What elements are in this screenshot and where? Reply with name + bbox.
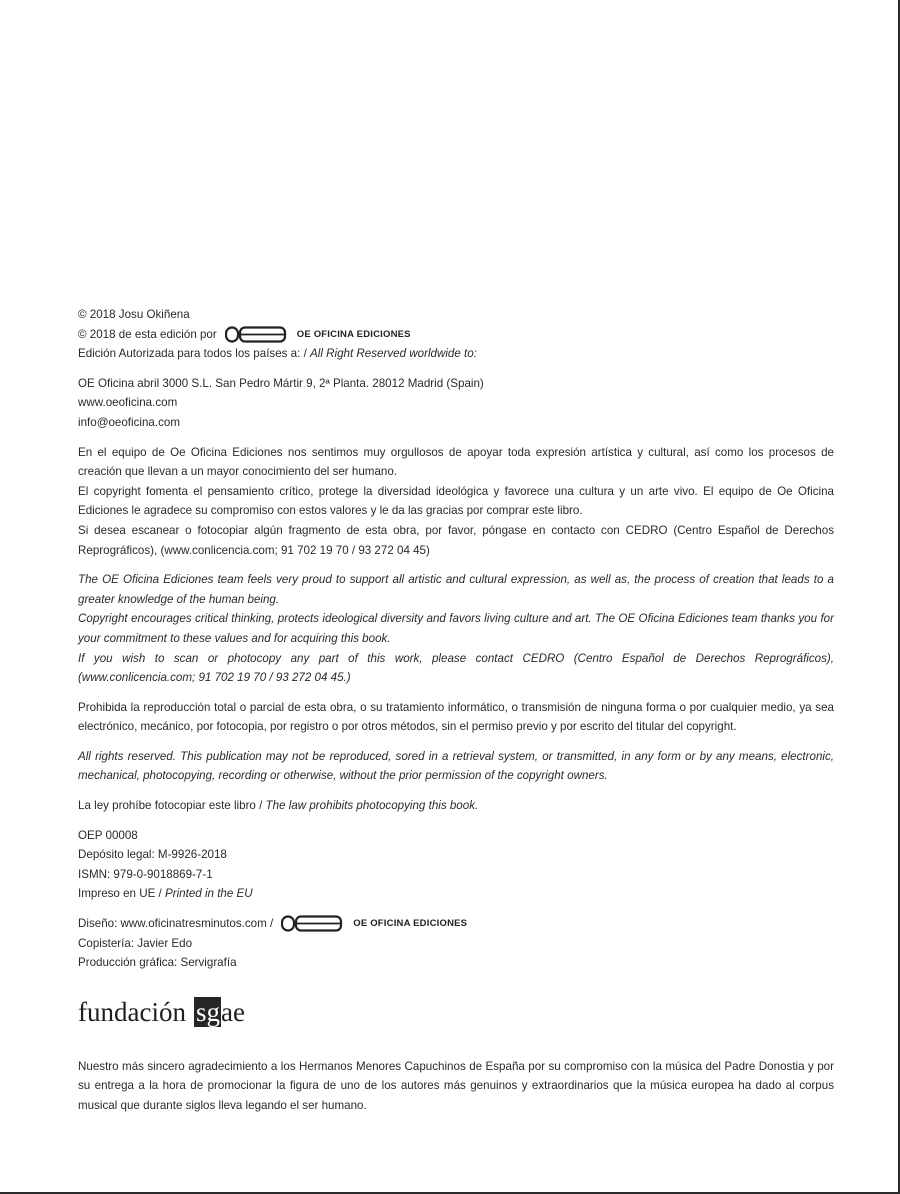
- copyist-credit: Copistería: Javier Edo: [78, 936, 193, 950]
- oe-logo-icon: [225, 326, 287, 343]
- statement-es-3: Si desea escanear o fotocopiar algún fragmento de esta obra, por favor, póngase en contacto con CEDRO (Centro Español de Derechos Reprográficos), (www.conlicencia.com; 91 702 19 70 / 93 272 04 45): [78, 523, 834, 557]
- ismn: ISMN: 979-0-9018869-7-1: [78, 867, 213, 881]
- copyright-author: © 2018 Josu Okiñena: [78, 308, 190, 321]
- publisher-logo-text: OE OFICINA EDICIONES: [296, 328, 411, 340]
- legal-deposit: Depósito legal: M-9926-2018: [78, 848, 227, 862]
- acknowledgement: Nuestro más sincero agradecimiento a los Hermanos Menores Capuchinos de España por su compromiso con la música del Padre Donostia y por su entrega a la hora de promocionar la figura de uno de los autores más genuinos y extraordinarios que la música europea ha dado al corpus musical que durante siglos lleva legando el ser humano.: [78, 1059, 834, 1112]
- printed-line: [78, 884, 834, 904]
- oe-logo-icon: [281, 915, 343, 932]
- sgae-box: sg: [195, 996, 220, 1027]
- statement-en-3: If you wish to scan or photocopy any part of this work, please contact CEDRO (Centro Español de Derechos Reprográficos), (www.conlicencia.com; 91 702 19 70 / 93 272 04 45.): [78, 651, 834, 685]
- prohibition-es: Prohibida la reproducción total o parcial de esta obra, o su tratamiento informático, o transmisión de ninguna forma o por cualquier medio, ya sea electrónico, mecánico, por fotocopia, por registro o por otros métodos, sin el permiso previo y por escrito del titular del copyright.: [78, 700, 834, 734]
- authorized-es: Edición Autorizada para todos los países a: /: [78, 347, 311, 361]
- authorized-en: All Right Reserved worldwide to:: [310, 347, 477, 361]
- sgae-rest: ae: [220, 996, 245, 1027]
- law-line: [78, 796, 834, 816]
- law-en: The law prohibits photocopying this book.: [265, 799, 479, 813]
- statement-en-1: The OE Oficina Ediciones team feels very proud to support all artistic and cultural expression, as well as, the process of creation that leads to a greater knowledge of the human being.: [78, 573, 834, 606]
- publisher-website: www.oeoficina.com: [78, 396, 178, 410]
- printed-es: Impreso en UE /: [78, 887, 165, 901]
- design-credit: Diseño: www.oficinatresminutos.com /: [78, 917, 274, 931]
- prohibition-en: All rights reserved. This publication may not be reproduced, sored in a retrieval system, or transmitted, in any form or by any means, electronic, mechanical, photocopying, recording or otherwise, without the prior permission of the copyright owners.: [78, 749, 834, 783]
- book-code: OEP 00008: [78, 828, 138, 842]
- design-credit-line: [78, 914, 834, 934]
- statement-en-2: Copyright encourages critical thinking, protects ideological diversity and favors living culture and art. The OE Oficina Ediciones team thanks you for your commitment to these values and for acquiring this book.: [78, 612, 834, 645]
- printed-en: Printed in the EU: [165, 887, 253, 901]
- statement-es-2: El copyright fomenta el pensamiento crítico, protege la diversidad ideológica y favorece una cultura y un arte vivo. El equipo de Oe Oficina Ediciones le agradece su compromiso con estos valores y le da las gracias por comprar este libro.: [78, 484, 834, 518]
- publisher-address: OE Oficina abril 3000 S.L. San Pedro Mártir 9, 2ª Planta. 28012 Madrid (Spain): [78, 376, 484, 390]
- fundacion-sgae-logo: [78, 995, 834, 1029]
- copyright-edition: © 2018 de esta edición por: [78, 327, 217, 341]
- colophon-page: [78, 305, 834, 1116]
- sgae-word: fundación: [78, 996, 186, 1027]
- production-credit: Producción gráfica: Servigrafía: [78, 956, 237, 970]
- design-logo-text: OE OFICINA EDICIONES: [353, 918, 468, 930]
- authorized-line: [78, 344, 834, 364]
- publisher-email: info@oeoficina.com: [78, 415, 180, 429]
- copyright-edition-line: [78, 325, 834, 345]
- statement-es-1: En el equipo de Oe Oficina Ediciones nos sentimos muy orgullosos de apoyar toda expresión artística y cultural, así como los procesos de creación que llevan a un mayor conocimiento del ser humano.: [78, 445, 834, 479]
- law-es: La ley prohíbe fotocopiar este libro /: [78, 799, 266, 813]
